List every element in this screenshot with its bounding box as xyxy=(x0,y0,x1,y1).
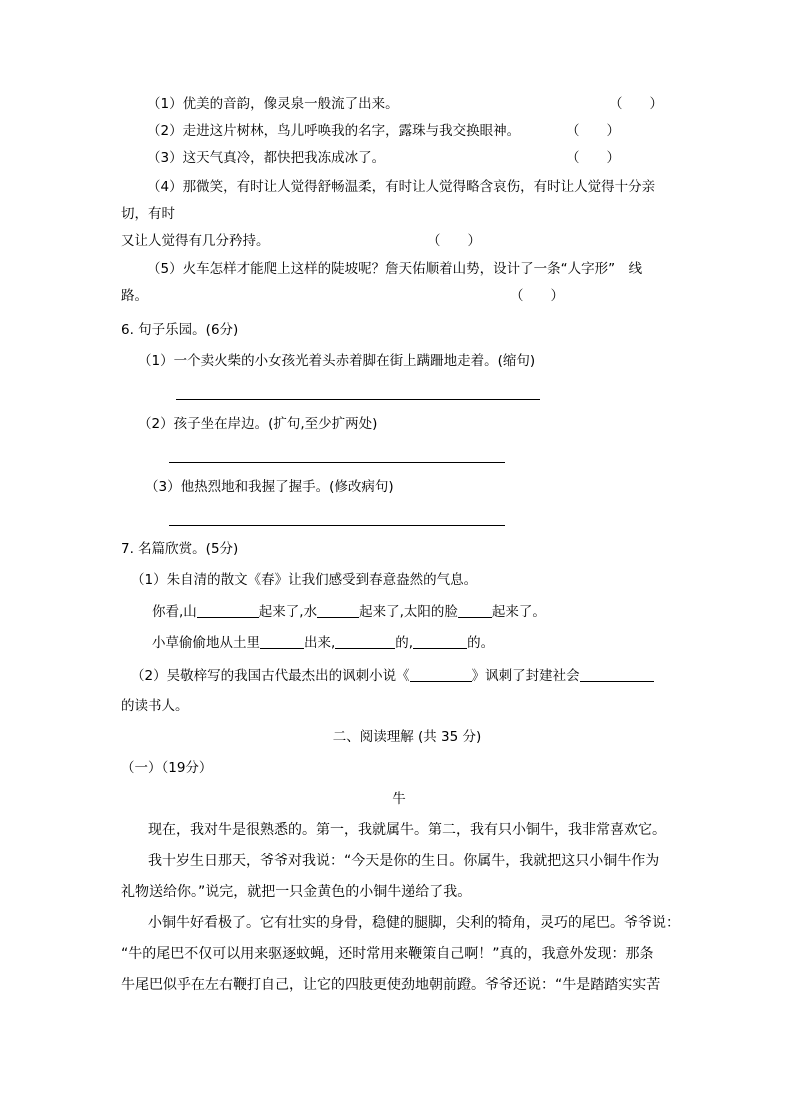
q5-item-4-line1: （4）那微笑，有时让人觉得舒畅温柔，有时让人觉得略含哀伤，有时让人觉得十分亲 xyxy=(147,179,656,195)
passage-title: 牛 xyxy=(392,791,406,807)
q6-answer-line-3[interactable] xyxy=(169,525,505,526)
q7-fill-line-b xyxy=(152,633,494,653)
q7-line-b-seg-2: 出来, xyxy=(304,635,336,651)
passage-line-4: 小铜牛好看极了。它有壮实的身骨，稳健的腿脚，尖利的犄角，灵巧的尾巴。爷爷说： xyxy=(148,915,680,931)
q5-item-2: （2）走进这片树林，鸟儿呼唤我的名字，露珠与我交换眼神。 xyxy=(147,123,521,139)
q7-blank-5[interactable] xyxy=(335,634,395,649)
q7-blank-2[interactable] xyxy=(317,603,359,618)
q7-line-b-seg-1: 小草偷偷地从土里 xyxy=(152,635,260,651)
q5-item-3: （3）这天气真冷，都快把我冻成冰了。 xyxy=(147,150,386,166)
q5-item-5-line2: 路。 xyxy=(121,288,148,304)
q6-answer-line-1[interactable] xyxy=(176,399,540,400)
q7-item-1: （1）朱自清的散文《春》让我们感受到春意盎然的气息。 xyxy=(131,572,478,588)
q7-line-b-seg-4: 的。 xyxy=(467,635,495,651)
passage-line-5: “牛的尾巴不仅可以用来驱逐蚊蝇，还时常用来鞭策自己啊！”真的，我意外发现：那条 xyxy=(121,946,654,962)
q5-answer-paren-2[interactable]: （ ） xyxy=(566,123,620,139)
q7-blank-8[interactable] xyxy=(580,667,654,682)
q5-answer-paren-5[interactable]: （ ） xyxy=(510,288,564,304)
q7-line-b-seg-3: 的, xyxy=(395,635,414,651)
q5-item-1: （1）优美的音韵，像灵泉一般流了出来。 xyxy=(147,96,399,112)
q7-blank-4[interactable] xyxy=(260,634,304,649)
q6-item-1: （1）一个卖火柴的小女孩光着头赤着脚在街上蹒跚地走着。(缩句) xyxy=(138,353,536,369)
section-2-part-1: （一）（19分） xyxy=(121,760,213,776)
q7-line-a-seg-4: 起来了。 xyxy=(491,604,546,620)
q7-blank-7[interactable] xyxy=(410,667,472,682)
passage-line-1: 现在，我对牛是很熟悉的。第一，我就属牛。第二，我有只小铜牛，我非常喜欢它。 xyxy=(148,822,666,838)
q7-item-2-seg-2: 》讽刺了封建社会 xyxy=(471,668,580,684)
q7-blank-6[interactable] xyxy=(413,634,467,649)
q7-line-a-seg-2: 起来了,水 xyxy=(258,604,318,620)
q5-item-4-line2: 切，有时 xyxy=(121,206,175,222)
q7-item-2-seg-1: （2）吴敬梓写的我国古代最杰出的讽刺小说《 xyxy=(131,668,410,684)
section-2-title: 二、阅读理解 (共 35 分) xyxy=(332,729,482,745)
q7-fill-line-a xyxy=(152,602,546,622)
q7-title: 7. 名篇欣赏。(5分) xyxy=(121,541,239,557)
q6-answer-line-2[interactable] xyxy=(169,462,505,463)
q5-item-4-line3: 又让人觉得有几分矜持。 xyxy=(121,233,270,249)
q7-blank-3[interactable] xyxy=(458,603,492,618)
q7-line-a-seg-3: 起来了,太阳的脸 xyxy=(359,604,458,620)
q7-item-2-tail: 的读书人。 xyxy=(121,698,189,714)
q5-answer-paren-4[interactable]: （ ） xyxy=(427,233,481,249)
q5-answer-paren-3[interactable]: （ ） xyxy=(566,150,620,166)
q7-line-a-seg-1: 你看,山 xyxy=(152,604,197,620)
q7-blank-1[interactable] xyxy=(197,603,259,618)
q6-item-2: （2）孩子坐在岸边。(扩句,至少扩两处) xyxy=(138,416,378,432)
passage-line-2: 我十岁生日那天，爷爷对我说：“今天是你的生日。你属牛，我就把这只小铜牛作为 xyxy=(148,853,660,869)
passage-line-3: 礼物送给你。”说完，就把一只金黄色的小铜牛递给了我。 xyxy=(121,884,472,900)
q5-answer-paren-1[interactable]: （ ） xyxy=(609,96,663,112)
q5-item-5-line1: （5）火车怎样才能爬上这样的陡坡呢？詹天佑顺着山势，设计了一条“人字形” 线 xyxy=(147,261,643,277)
passage-line-6: 牛尾巴似乎在左右鞭打自己，让它的四肢更使劲地朝前蹬。爷爷还说：“牛是踏踏实实苦 xyxy=(121,977,661,993)
q6-title: 6. 句子乐园。(6分) xyxy=(121,322,239,338)
q6-item-3: （3）他热烈地和我握了握手。(修改病句) xyxy=(145,479,394,495)
q7-item-2 xyxy=(131,666,654,686)
